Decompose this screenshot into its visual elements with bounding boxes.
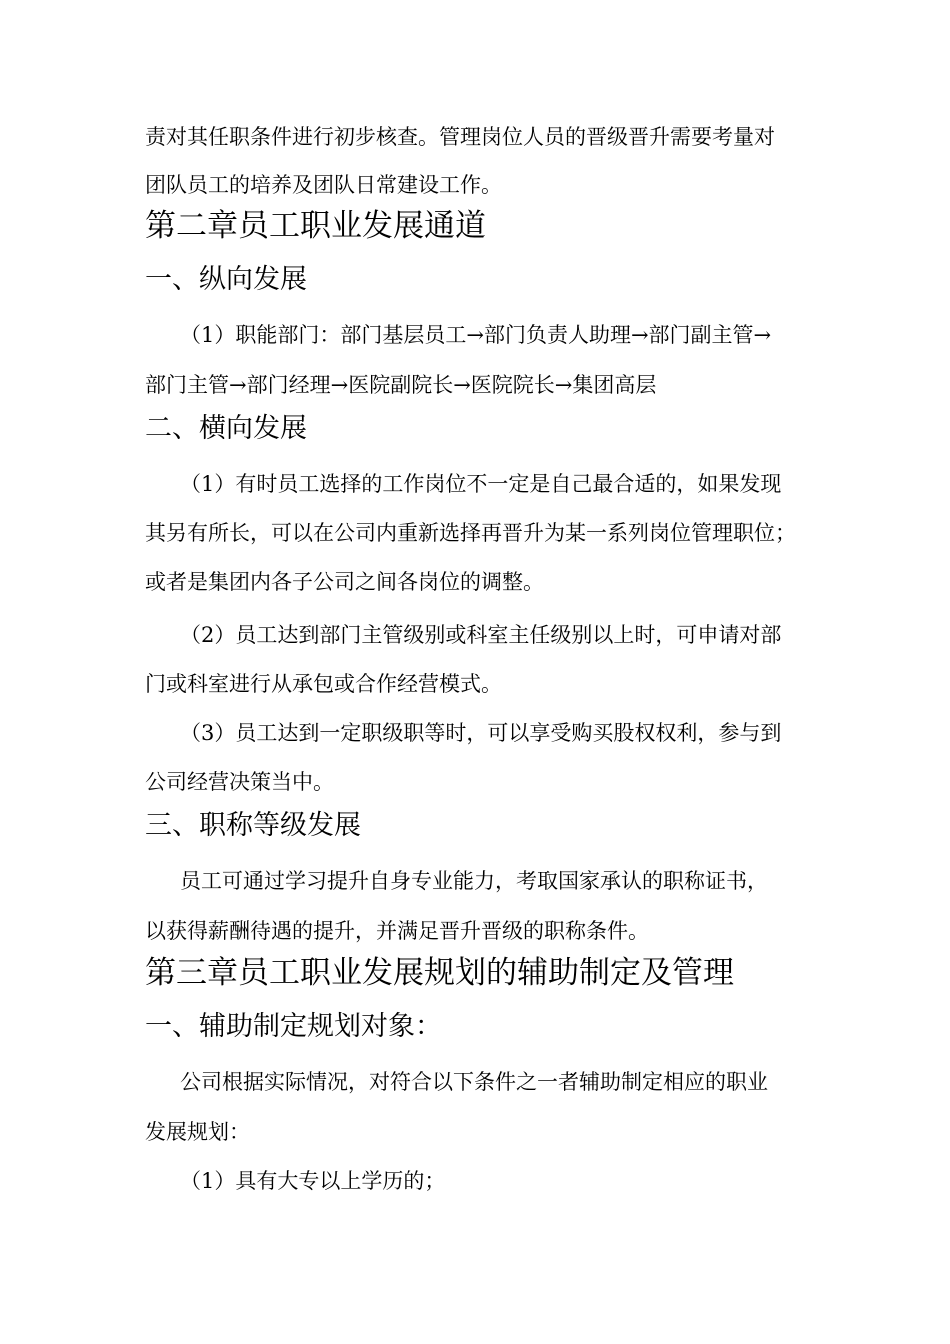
paragraph-line: 部门主管→部门经理→医院副院长→医院院长→集团高层 [145, 373, 657, 397]
paragraph-line: 其另有所长，可以在公司内重新选择再晋升为某一系列岗位管理职位； [145, 521, 796, 545]
paragraph-line: 或者是集团内各子公司之间各岗位的调整。 [145, 570, 544, 594]
paragraph-line: （1）职能部门：部门基层员工→部门负责人助理→部门副主管→ [180, 323, 772, 347]
paragraph-line: （2）员工达到部门主管级别或科室主任级别以上时，可申请对部 [180, 623, 782, 647]
paragraph-line: 公司经营决策当中。 [145, 770, 334, 794]
paragraph-line: 责对其任职条件进行初步核查。管理岗位人员的晋级晋升需要考量对 [145, 125, 775, 149]
paragraph-line: 团队员工的培养及团队日常建设工作。 [145, 173, 502, 197]
section-heading-plan-target: 一、辅助制定规划对象： [145, 1011, 442, 1042]
paragraph-line: （3）员工达到一定职级职等时，可以享受购买股权权利，参与到 [180, 721, 782, 745]
paragraph-line: （1）具有大专以上学历的； [180, 1169, 446, 1193]
paragraph-line: 发展规划： [145, 1120, 250, 1144]
paragraph-line: 公司根据实际情况，对符合以下条件之一者辅助制定相应的职业 [180, 1070, 768, 1094]
section-heading-title-grade: 三、职称等级发展 [145, 810, 361, 841]
paragraph-line: 员工可通过学习提升自身专业能力，考取国家承认的职称证书， [180, 869, 768, 893]
paragraph-line: 以获得薪酬待遇的提升，并满足晋升晋级的职称条件。 [145, 919, 649, 943]
section-heading-vertical: 一、纵向发展 [145, 264, 307, 295]
chapter-heading-3: 第三章员工职业发展规划的辅助制定及管理 [145, 955, 734, 991]
section-heading-horizontal: 二、横向发展 [145, 413, 307, 444]
chapter-heading-2: 第二章员工职业发展通道 [145, 208, 486, 244]
paragraph-line: （1）有时员工选择的工作岗位不一定是自己最合适的，如果发现 [180, 472, 782, 496]
paragraph-line: 门或科室进行从承包或合作经营模式。 [145, 672, 502, 696]
